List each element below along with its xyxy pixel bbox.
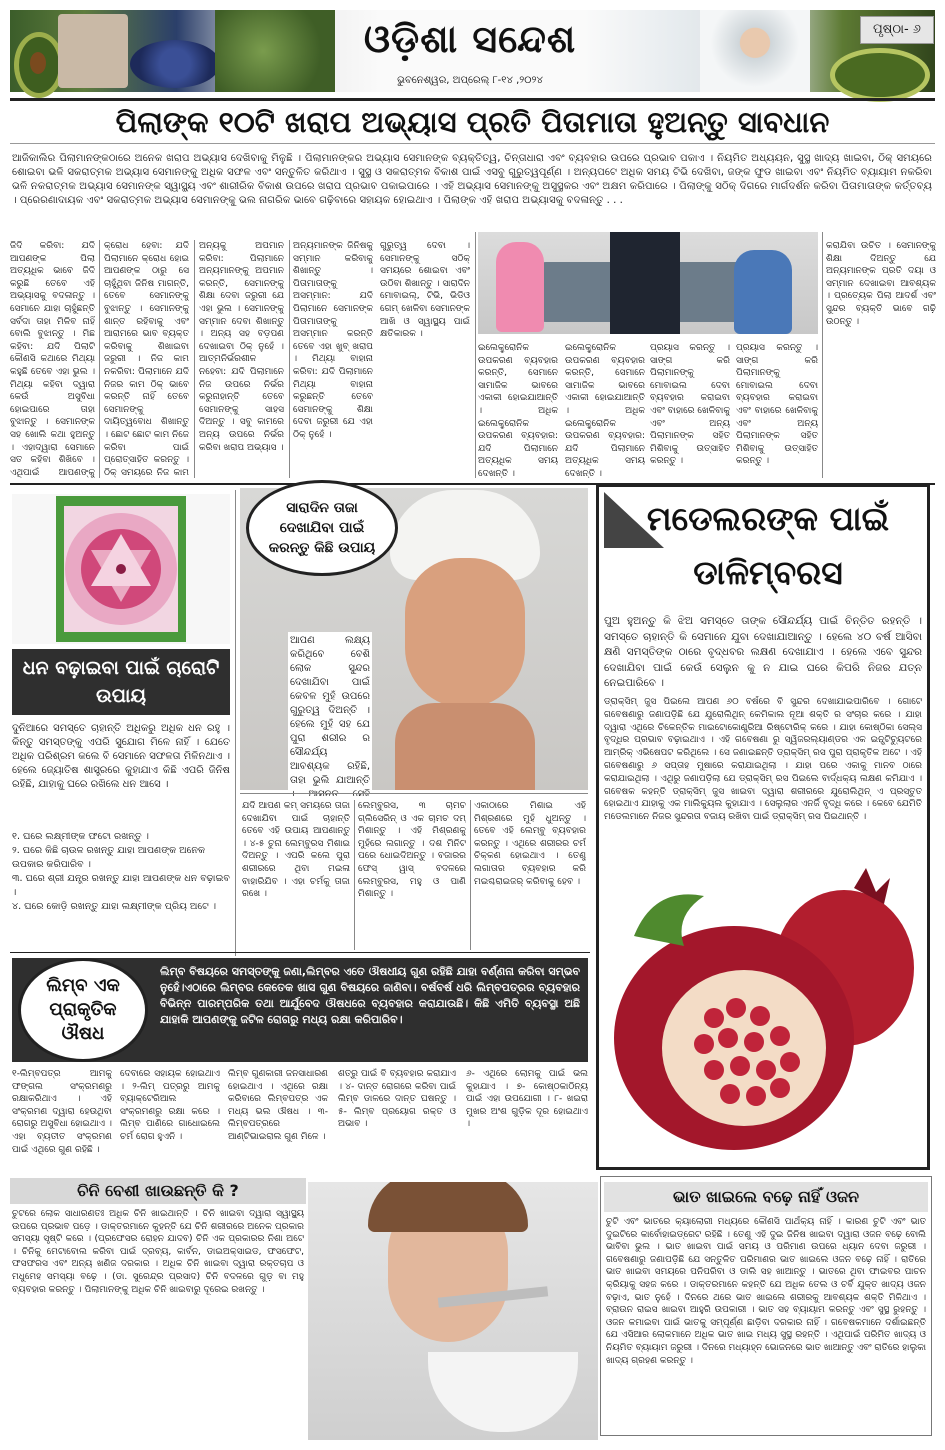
wealth-item: ୪. ଘରେ କୋଡ଼ି ରଖନ୍ତୁ ଯାହା ଲକ୍ଷ୍ମୀଙ୍କ ପ୍ରିୟ ଅଟେ । xyxy=(12,901,217,912)
skin-column-2: ଲେମ୍ବୁରସ, ୩ ଚାମଚ ଗ୍ଲିସେରିନ୍ ଓ ଏକ ଚାମଚ ଦମ୍ ମିଶାନ୍ତୁ । ଏହି ମିଶ୍ରଣକୁ ମୁହଁରେ ଲଗାନ୍ତୁ । ଦଶ ମିନିଟ ପରେ ଧୋଇଦିଅନ୍ତୁ । ବଜାରର ଫେସ୍ ୱାସ୍ ବଦଳରେ ଲେମ୍ବୁରସ, ମହୁ ଓ ପାଣି ମିଶାନ୍ତୁ । xyxy=(358,801,466,900)
column-rule xyxy=(354,800,355,950)
lead-column-2: କ୍ରୋଧ ହେବା: ଯଦି ପିଲାମାନେ କ୍ରୋଧ ହୋଇ ଆପଣଙ୍କ ଠାରୁ ସେ ଚାହୁଁଥିବା ଜିନିଷ ମାଗନ୍ତି, ତେବେ ସେମାନଙ୍କୁ ବୁଝାନ୍ତୁ । ସେମାନଙ୍କୁ ଶାନ୍ତ ରହିବାକୁ ଏବଂ ଆରାମରେ ଭାବ ବ୍ୟକ୍ତ କରିବାକୁ ଶିଖାଇବା ଜରୁରୀ । ନିଜ କାମ ନକରିବା: ପିଲାମାନେ ଯଦି ନିଜର କାମ ଠିକ୍ ଭାବେ କରନ୍ତି ନାହିଁ ତେବେ ସେମାନଙ୍କୁ ଦାୟିତ୍ୱବୋଧ ଶିଖାନ୍ତୁ । ଛୋଟ ଛୋଟ କାମ ନିଜେ କରିବା ପାଇଁ ପ୍ରୋତ୍ସାହିତ କରନ୍ତୁ । ଠିକ୍ ସମୟରେ ନିଜ କାମ xyxy=(104,241,189,478)
lead-column-3: ଅନ୍ୟକୁ ଅପମାନ କରିବା: ପିଲାମାନେ ଅନ୍ୟମାନଙ୍କୁ ଅପମାନ କରନ୍ତି, ସେମାନଙ୍କୁ ଶିକ୍ଷା ଦେବା ଜରୁରୀ ଯେ ଏହା ଭୁଲ । ସେମାନଙ୍କୁ ସମ୍ମାନ ଦେବା ଶିଖାନ୍ତୁ । ଅନ୍ୟ ସହ ବଡ଼ପଣ ଦେଖାଇବା ଠିକ୍ ନୁହେଁ । ଆତ୍ମନିର୍ଭରଶୀଳ ନହେବା: ଯଦି ପିଲାମାନେ ନିଜ ଉପରେ ନିର୍ଭର କରୁନାହାନ୍ତି ତେବେ ସେମାନଙ୍କୁ ସାହସ ଦିଅନ୍ତୁ । ସବୁ କାମରେ ଅନ୍ୟ ଉପରେ ନିର୍ଭର କରିବା ଖରାପ ଅଭ୍ୟାସ । xyxy=(199,241,284,453)
lead-intro: ଆଜିକାଲିର ପିଲାମାନଙ୍କଠାରେ ଅନେକ ଖରାପ ଅଭ୍ୟାସ ଦେଖିବାକୁ ମିଳୁଛି । ପିଲାମାନଙ୍କର ଅଭ୍ୟାସ ସେମାନଙ୍କ ବ୍ୟକ୍ତିତ୍ୱ, ଚିନ୍ତାଧାରା ଏବଂ ବ୍ୟବହାର ଉପରେ ପ୍ରଭାବ ପକାଏ । ନିୟମିତ ଅଧ୍ୟୟନ, ସୁସ୍ଥ ଖାଦ୍ୟ ଖାଇବା, ଠିକ୍ ସମୟରେ ଶୋଇବା ଭଳି ସକରାତ୍ମକ ଅଭ୍ୟାସ ସେମାନଙ୍କୁ ଅଧିକ ସଫଳ ଏବଂ ସନ୍ତୁଳିତ କରିଥାଏ । ସୁସ୍ଥ ଓ ସକରାତ୍ମକ ବିକାଶ ପାଇଁ ଏସବୁ ଗୁରୁତ୍ୱପୂର୍ଣ୍ଣ । ଅନ୍ୟପଟେ ଅଧିକ ସମୟ ଟିଭି ଦେଖିବା, ଜଙ୍କ ଫୁଡ ଖାଇବା ଏବଂ ନିୟମିତ ବ୍ୟାୟାମ ନକରିବା ଭଳି ନକରାତ୍ମକ ଅଭ୍ୟାସ ସେମାନଙ୍କ ସ୍ୱାସ୍ଥ୍ୟ ଏବଂ ଶାରୀରିକ ବିକାଶ ଉପରେ ଖରାପ ପ୍ରଭାବ ପକାଇପାରେ । ଏହି ଅଭ୍ୟାସ ସେମାନଙ୍କୁ ଅସୁସ୍ଥକର ଏବଂ ଅକ୍ଷମ କରିପାରେ । ପିଲାଙ୍କୁ ସଠିକ୍ ଦିଗରେ ମାର୍ଗଦର୍ଶନ କରିବା ପିତାମାତାଙ୍କ କର୍ତ୍ତବ୍ୟ । ପ୍ରେରଣାଦାୟକ ଏବଂ ସକରାତ୍ମକ ଅଭ୍ୟାସ ସେମାନଙ୍କୁ ଭଲ ନାଗରିକ ଭାବେ ଗଢ଼ିବାରେ ସହାୟକ ହୋଇଥାଏ । ପିଲାଙ୍କ ଏହି ଖରାପ ଅଭ୍ୟାସକୁ ବଦଳାନ୍ତୁ . . . xyxy=(12,153,932,206)
rice-headline: ଭାତ ଖାଇଲେ ବଢ଼େ ନାହିଁ ଓଜନ xyxy=(604,1182,928,1212)
pomegranate-headline: ମଡେଲରଙ୍କ ପାଇଁ ଡାଳିମ୍ବରସ xyxy=(646,499,890,592)
blueberries-image xyxy=(130,40,220,88)
pomegranate-lead: ପୁଅ ହୁଅନ୍ତୁ କି ଝିଅ ସମସ୍ତେ ତାଙ୍କ ସୌନ୍ଦର୍ଯ୍ୟ ପାଇଁ ଚିନ୍ତିତ ରହନ୍ତି । ସମସ୍ତେ ଚାହାନ୍ତି କି ସେମାନେ ଯୁବା ଦେଖାଯାଆନ୍ତୁ । ହେଲେ ୪୦ ବର୍ଷ ଆସିବା କ୍ଷଣି ସମସ୍ତିଙ୍କ ଠାରେ ବୃଦ୍ଧବର ଲକ୍ଷଣ ଦେଖାଯାଏ । ହେଲେ ଏବେ ସୁନ୍ଦର ଦେଖାଯିବା ପାଇଁ କେଉଁ ସେଲୁନ କୁ ନ ଯାଇ ଘରେ କିପରି ନିଜର ଯତ୍ନ ନେଇପାରିବେ । xyxy=(604,615,922,689)
skin-caption: ଆପଣ ଲକ୍ଷ୍ୟ କରିଥିବେ ବେଶି ଲୋକ ସୁନ୍ଦର ଦେଖାଯିବା ପାଇଁ କେବଳ ମୁହଁ ଉପରେ ଗୁରୁତ୍ୱ ଦିଅନ୍ତି । ହେଲେ ମୁହଁ ସହ ଯେ ପୁରା ଶରୀର ର ସୌନ୍ଦର୍ଯ୍ୟ ଆବଶ୍ୟକ ରହିଛି, ତାହା ଭୁଲି ଯାଆନ୍ତି xyxy=(288,632,372,796)
newspaper-title: ଓଡ଼ିଶା ସନ୍ଦେଶ xyxy=(363,16,577,61)
avocado-seed-image xyxy=(30,52,46,74)
lime-column-2: ଦେବାରେ ସହାୟକ ହୋଇଥାଏ । ୨-ଲିମ୍ ପତ୍ରରୁ ଆମକୁ ବ୍ୟାକ୍ଟେରିଆଲ ସଂକ୍ରମଣରୁ ରକ୍ଷା କରେ । ଲିମ୍ବ ପାଣିରେ ଗାଧୋଇଲେ ଚର୍ମ ରୋଗ ହୁଏନି । xyxy=(120,1069,220,1142)
woman-neck xyxy=(395,703,535,790)
lime-column-4: ଶତ୍ରୁ ପାଇଁ ବି ବ୍ୟବହାର କରାଯାଏ । ୪- ଦାନ୍ତ ରୋଗରେ କରିବା ପାଇଁ ଲିମ୍ବ ଡାଳରେ ଦାନ୍ତ ଘଷନ୍ତୁ । ୫- ଲିମ୍ବ ପ୍ରୟୋଗ ରକ୍ତ ଓ ଅଭାବ । xyxy=(338,1069,456,1130)
issue-date: ଭୁବନେଶ୍ୱର, ଅପ୍ରେଲ୍ ୮-୧୪ ,୨୦୨୪ xyxy=(397,75,543,86)
column-rule xyxy=(194,240,195,478)
wealth-list xyxy=(12,830,230,954)
skin-column-1: ଯଦି ଆପଣ କମ୍ ସମୟରେ ତାଜା ଦେଖାଯିବା ପାଇଁ ଚାହାନ୍ତି ତେବେ ଏହି ଉପାୟ ଆପଣାନ୍ତୁ । ୪-୫ ଚୁନା ଲେମ୍ବୁରସ ମିଶାଇ ଦିଅନ୍ତୁ । ଏପରି କଲେ ପୁରା ଶରୀରରେ ଥିବା ମଇଳା ବାହାରିଯିବ । ଏହା ଚର୍ମକୁ ତାଜା ରଖେ । xyxy=(242,801,350,900)
column-rule xyxy=(235,490,236,956)
column-rule xyxy=(289,240,290,478)
children-arguing-photo xyxy=(478,232,818,334)
wealth-intro: ଦୁନିଆରେ ସମସ୍ତେ ଚାହାନ୍ତି ଅଧିକରୁ ଅଧିକ ଧନ ରହୁ । କିନ୍ତୁ ସମସ୍ତଙ୍କୁ ଏପରି ସୁଯୋଗ ମିଳେ ନାହିଁ । ଯେତେ ଅଧିକ ପରିଶ୍ରମ କଲେ ବି ସେମାନେ ସଫଳତା ମିଳିନଥାଏ । ହେଲେ ଜ୍ୟୋତିଷ ଶାସ୍ତ୍ରରେ କୁହାଯାଏ କିଛି ଏପରି ଜିନିଷ ରହିଛି, ଯାହାକୁ ଘରେ ରଖିଲେ ଧନ ଆସେ । xyxy=(12,723,230,790)
lead-column-4: ଅନ୍ୟମାନଙ୍କ ଜିନିଷକୁ ସମ୍ମାନ କରିବାକୁ ଶିଖାନ୍ତୁ । ପିତାମାତାଙ୍କୁ ଅସମ୍ମାନ: ଯଦି ପିଲାମାନେ ସେମାନଙ୍କ ପିତାମାତାଙ୍କୁ ଅସମ୍ମାନ କରନ୍ତି ତେବେ ଏହା ଖୁବ୍ ଖରାପ । ମିଥ୍ୟା ବାହାନା କରିବା: ଯଦି ପିଲାମାନେ ମିଥ୍ୟା ବାହାନା କରୁଛନ୍ତି ତେବେ ସେମାନଙ୍କୁ ଶିକ୍ଷା ଦେବା ଜରୁରୀ ଯେ ଏହା ଠିକ୍ ନୁହେଁ । xyxy=(293,241,373,440)
bowl-image xyxy=(428,1352,578,1432)
rice-body: ଚୁଟି ଏବଂ ଭାତରେ କ୍ୟାଲୋରୀ ମଧ୍ୟରେ କୌଣସି ପାର୍ଥକ୍ୟ ନାହିଁ । କାରଣ ଚୁଟି ଏବଂ ଭାତ ଦୁଇଟିରେ କାର୍ବୋହାଇଡ୍ରେଟ ରହିଛି । ତେଣୁ ଏହି ଦୁଇ ଜିନିଷ ଖାଇବା ଦ୍ୱାରା ଓଜନ ବଢ଼େ ବୋଲି ଭାବିବା ଭୁଲ । ଭାତ ଖାଇବା ପାଇଁ ସମୟ ଓ ପରିମାଣ ଉପରେ ଧ୍ୟାନ ଦେବା ଜରୁରୀ । ଗବେଷଣାରୁ ଜଣାପଡ଼ିଛି ଯେ ସନ୍ତୁଳିତ ପରିମାଣର ଭାତ ଖାଇଲେ ଓଜନ ବଢ଼େ ନାହିଁ । ରାତିରେ ଭାତ ଖାଇବା ସମୟରେ ପନିପରିବା ଓ ଡାଲି ସହ ଖାଆନ୍ତୁ । ଭାତରେ ଥିବା ଫାଇବର ପାଚନ କ୍ରିୟାକୁ ସହଜ କରେ । ଡାକ୍ତରମାନେ କହନ୍ତି ଯେ ଅଧିକ ତେଲ ଓ ଚର୍ବି ଯୁକ୍ତ ଖାଦ୍ୟ ଓଜନ ବଢ଼ାଏ, ଭାତ ନୁହେଁ । ଦିନରେ ଥରେ ଭାତ ଖାଇଲେ ଶରୀରକୁ ଆବଶ୍ୟକ ଶକ୍ତି ମିଳିଥାଏ । ବ୍ରାଉନ ରାଇସ ଖାଇବା ଆହୁରି ଉପକାରୀ । ଭାତ ସହ ବ୍ୟାୟାମ କରନ୍ତୁ ଏବଂ ସୁସ୍ଥ ରୁହନ୍ତୁ । ଓଜନ କମାଇବା ପାଇଁ ଭାତକୁ ସମ୍ପୂର୍ଣ୍ଣ ଛାଡ଼ିବା ଦରକାର ନାହିଁ । ଗବେଷକମାନେ ଦର୍ଶାଇଛନ୍ତି ଯେ ଏସିଆର ଲୋକମାନେ ଅଧିକ ଭାତ ଖାଇ ମଧ୍ୟ ସୁସ୍ଥ ରହନ୍ତି । ଏଥିପାଇଁ ପରିମିତ ଖାଦ୍ୟ ଓ ନିୟମିତ ବ୍ୟାୟାମ ଜରୁରୀ । ଦିନରେ ମଧ୍ୟାହ୍ନ ଭୋଜନରେ ଭାତ ଖାଆନ୍ତୁ ଏବଂ ରାତିରେ ହାଲୁକା ଖାଦ୍ୟ ଗ୍ରହଣ କରନ୍ତୁ । xyxy=(606,1217,926,1366)
parent-figure xyxy=(610,232,680,334)
sugar-headline: ଚିନି ବେଶୀ ଖାଉଛନ୍ତି କି ? xyxy=(10,1178,306,1204)
wealth-item: ୨. ଘରେ କିଛି ଚାଉଳ ରଖନ୍ତୁ ଯାହା ଆପଣଙ୍କ ଅନେକ ଉପକାର କରିପାରିବ । xyxy=(12,845,205,870)
skin-callout-bubble: ସାରାଦିନ ତାଜା ଦେଖାଯିବା ପାଇଁ କରନ୍ତୁ କିଛି ଉପାୟ xyxy=(246,480,398,576)
sugar-body: ଚୁଟରେ ଲୋକ ସାଧାରଣତଃ ଅଧିକ ଚିନି ଖାଇଥାନ୍ତି । ଚିନି ଖାଇବା ଦ୍ୱାରା ସ୍ୱାସ୍ଥ୍ୟ ଉପରେ ପ୍ରଭାବ ପଡ଼େ । ଡାକ୍ତରମାନେ କୁହନ୍ତି ଯେ ଚିନି ଶରୀରରେ ଅନେକ ପ୍ରକାର ସମସ୍ୟା ସୃଷ୍ଟି କରେ । (ପ୍ରଫେସର ରୋହନ ଯାଦବ) ଚିନି ଏକ ପ୍ରକାରର ନିଶା ଅଟେ । ଚିନିକୁ ମେଟାବୋଲ କରିବା ପାଇଁ ଦ୍ରବ୍ୟ, କାର୍ବନ, ଡାଇଅକ୍ସାଇଡ, ଫସଫେଟ, ଫସଫରସ ଏବଂ ଅନ୍ୟ ଖଣିଜ ଦରକାର । ଅଧିକ ଚିନି ଖାଇବା ଦ୍ୱାରା ରକ୍ତଚାପ ଓ ମଧୁମେହ ସମସ୍ୟା ବଢ଼େ । (ଡା. ସୁରେନ୍ଦ୍ର ପ୍ରସାଦ) ଚିନି ବଦଳରେ ଗୁଡ଼ ବା ମହୁ ବ୍ୟବହାର କରନ୍ତୁ । ପିଲାମାନଙ୍କୁ ଅଧିକ ଚିନି ଖାଇବାରୁ ଦୂରେଇ ରଖନ୍ତୁ । xyxy=(12,1209,304,1295)
doctor-patient-photo xyxy=(58,14,128,88)
greens-image xyxy=(215,10,335,92)
lead-column-7b: ପ୍ରୟାସ କରନ୍ତୁ । ସାଙ୍ଗ କରି ପିଲାମାନଙ୍କୁ ମୋବାଇଲ ଦେବା ବ୍ୟବହାର କରାଇବା ଏବଂ ବାହାରେ ଖେଳିବାକୁ ଏବଂ ଅନ୍ୟ ପିଲାମାନଙ୍କ ସହିତ ମିଶିବାକୁ ଉତ୍ସାହିତ କରନ୍ତୁ । xyxy=(736,343,818,467)
woman-eating-photo xyxy=(308,1182,598,1440)
woman-face xyxy=(405,558,525,708)
woman-hair xyxy=(368,1182,528,1232)
lead-headline: ପିଲାଙ୍କ ୧୦ଟି ଖରାପ ଅଭ୍ୟାସ ପ୍ରତି ପିତାମାତା ହୁଅନ୍ତୁ ସାବଧାନ xyxy=(10,98,935,144)
column-rule xyxy=(99,240,100,478)
lime-headline-bubble: ଲିମ୍ବ ଏକ ପ୍ରାକୃତିକ ଔଷଧ xyxy=(18,958,148,1062)
lead-column-5: ଗୁରୁତ୍ୱ ଦେବା । ସେମାନଙ୍କୁ ସଠିକ୍ ସମୟରେ ଶୋଇବା ଏବଂ ଉଠିବା ଶିଖାନ୍ତୁ । ସାରାଦିନ ମୋବାଇଲ୍, ଟିଭି, ଭିଡିଓ ଗେମ୍ ଖେଳିବା ସେମାନଙ୍କ ଆଖି ଓ ସ୍ୱାସ୍ଥ୍ୟ ପାଇଁ କ୍ଷତିକାରକ । xyxy=(380,241,470,340)
wealth-item: ୧. ଘରେ ଲକ୍ଷ୍ମୀଙ୍କ ଫଟୋ ରଖନ୍ତୁ । xyxy=(12,831,149,842)
column-rule xyxy=(822,232,823,478)
wealth-item: ୩. ଘରେ ଶ୍ରୀ ଯନ୍ତ୍ର ରଖନ୍ତୁ ଯାହା ଆପଣଙ୍କ ଧନ ବଢ଼ାଇବ । xyxy=(12,873,230,898)
lime-column-5: ୬- ଏଥିରେ ଲୋମକୁ ପାଇଁ ଭଲ କୁହାଯାଏ । ୭- କୋଷ୍ଠକାଠିନ୍ୟ ପାଇଁ ଏହା ଉପଯୋଗୀ । ୮- ଖଇରା ମୁଖର ଅଂଶ ଗୁଡ଼ିକ ଦୂର ହୋଇଥାଏ । xyxy=(466,1069,588,1130)
lead-column-1: ଜିଦି କରିବା: ଯଦି ଆପଣଙ୍କ ପିଲା ଅତ୍ୟଧିକ ଭାବେ ଜିଦି କରୁଛି ତେବେ ଏହି ଅଭ୍ୟାସକୁ ବଦଳାନ୍ତୁ । ସେମାନେ ଯାହା ଚାହୁଁଛନ୍ତି ସର୍ବଦା ତାହା ମିଳିବ ନାହିଁ ବୋଲି ବୁଝାନ୍ତୁ । ମିଛ କହିବା: ଯଦି ପିଲାଟି କୌଣସି କଥାରେ ମିଥ୍ୟା କହୁଛି ତେବେ ଏହା ଭୁଲ । ମିଥ୍ୟା କହିବା ଦ୍ୱାରା କେଉଁ ଅସୁବିଧା ହୋଇପାରେ ତାହା ବୁଝାନ୍ତୁ । ସେମାନଙ୍କ ସହ ଖୋଲି କଥା ହୁଅନ୍ତୁ । ଏହାଦ୍ୱାରା ସେମାନେ ସତ କହିବା ଶିଖିବେ । ଏଥିପାଇଁ ଆପଣଙ୍କୁ xyxy=(10,241,95,478)
avocado-half-image xyxy=(830,48,930,102)
lead-column-6b: ଇଲେକ୍ଟ୍ରୋନିକ ଉପକରଣ ବ୍ୟବହାର କରନ୍ତି, ସେମାନେ ସାମାଜିକ ଭାବରେ ଏକାକୀ ହୋଇଯାଆନ୍ତି । ଅଧିକ ଇଲେକ୍ଟ୍ରୋନିକ ଉପକରଣ ବ୍ୟବହାର: ଯଦି ପିଲାମାନେ ଅତ୍ୟଧିକ ସମୟ ଦେଖନ୍ତି । xyxy=(565,343,645,478)
lime-column-3: ଲିମ୍ବ ଗୁଣକାରୀ ଜନସାଧାରଣ ହୋଇଥାଏ । ଏଥିରେ ରକ୍ଷା କରିବାରେ ଲିମ୍ବପତ୍ର ଏକ ମଧ୍ୟ ଭଲ ଔଷଧ । ୩- ଲିମ୍ବପତ୍ରରେ ଆଣ୍ଟିଭାଇରାଲ ଗୁଣ ମିଳେ । xyxy=(228,1069,328,1142)
shri-yantra-image xyxy=(12,494,230,644)
girl-figure xyxy=(496,242,544,332)
section-divider xyxy=(240,793,588,794)
lime-column-1: ୧-ଲିମ୍ବପତ୍ର ଆମକୁ ଫଙ୍ଗଲ ସଂକ୍ରମଣରୁ ରକ୍ଷାକରିଥାଏ । ଏହି ସଂକ୍ରମଣ ଦ୍ୱାରା ହେଉଥିବା ରୋଗରୁ ଅସୁବିଧା ହୋଇଥାଏ । ଏହା ବ୍ୟତୀତ ସଂକ୍ରମଣ ପାଇଁ ଏଥିରେ ଗୁଣ ରହିଛି । xyxy=(12,1069,112,1155)
page-number: ପୃଷ୍ଠା- ୬ xyxy=(860,16,934,44)
doctor-portrait-photo xyxy=(700,10,810,92)
pomegranate-body: ଡ୍ରାକ୍ସିମ୍ ଜୁସ ପିଇଲେ ଆପଣ ୬୦ ବର୍ଷରେ ବି ସୁନ୍ଦର ଦେଖାଯାଇପାରିବେ । ଗୋଟେ ଗବେଷଣାରୁ ଜଣାପଡ଼ିଛି ଯେ ଯୁରୋଲିଥିନ୍ କେମିକାଲ ନୂଆ ଶକ୍ତି ର ସଂଚାର କରେ । ଯାହା ଦ୍ୱାରା ଏଥିରେ ଚିକେନ୍ତିକ ମାଇଟୋକୋଣ୍ଡ୍ରିଆ ରିଷ୍ଟୋରିକ୍ କରେ । ଯାହା କୋଷ୍ଠିକା ସେଲ୍ସ ବୃଦ୍ଧିର ପ୍ରଭାବ ବଢ଼ାଇଥାଏ । ଏହି ଗବେଷଣା ରୁ ସ୍ୱିଜରଲ୍ୟାଣ୍ଡର ଏକ ଇନ୍ସ୍ଟିଚ୍ୟୁଟରେ ଆମ୍ରିକ୍ ଏଭିଷେପଟ କରିଥିଲେ । ସେ ଜଣାଇଛନ୍ତି ଡ୍ରାକ୍ସିମ୍ ରସ ପୁରା ପ୍ରାକୃତିକ ଅଟେ । ଏହି ଗବେଷଣାରୁ ୬ ସପ୍ତାହ ମୁଷାରେ କରାଯାଇଥିଲା । ଯାହା ପରେ ଏକାକୁ ମାନବ ଠାରେ କରାଯାଇଥିଲା । ଏଥିରୁ ଜଣାପଡ଼ିଲା ଯେ ଡ୍ରାକ୍ସିମ୍ ରସ ପିଇଲେ ବାର୍ଦ୍ଧକ୍ୟ ଲକ୍ଷଣ କମିଯାଏ । ଗବେଷକ କହନ୍ତି ଡ୍ରାକ୍ସିମ୍ ଜୁସ ଖାଇବା ଦ୍ୱାରା ଶରୀରରେ ଯୁରୋଲିଥିନ୍ ଏ ପ୍ରସ୍ତୁତ ହୋଇଥାଏ ଯାହାକୁ ଏକ ମାଲିକ୍ୟୁଲ କୁହାଯାଏ । ସେଲୁଲାର ଏନର୍ଜି ବୃଦ୍ଧି କରେ । କେବେ ଯେମିତି ମଡେଲମାନେ ନିଜର ସୁନ୍ଦରତା ବଜାୟ ରଖିବା ପାଇଁ ଡ୍ରାକ୍ସିମ୍ ରସ ପିଇଥାନ୍ତି । xyxy=(604,697,922,823)
column-rule xyxy=(470,800,471,950)
wealth-headline: ଧନ ବଢ଼ାଇବା ପାଇଁ ଚାରୋଟି ଉପାୟ xyxy=(12,649,230,715)
column-rule xyxy=(475,232,476,478)
section-divider xyxy=(10,952,590,953)
skin-column-3: ଏକାଠାରେ ମିଶାଇ ଏହି ମିଶ୍ରଣରେ ମୁହଁ ଧୁଅନ୍ତୁ । ତେବେ ଏହି ଲେମ୍ବୁ ବ୍ୟବହାର କରନ୍ତୁ । ଏଥିରେ ଶରୀରର ଚର୍ମ ଚିକ୍କଣ ହୋଇଥାଏ । ତେଣୁ ଲଗାତାର ବ୍ୟବହାର କରି ମଇଶ୍ଚରାଇଜର୍ କରିବାକୁ ହେବ । xyxy=(474,801,586,887)
lead-column-8: କରାଯିବା ଉଚିତ । ସେମାନଙ୍କୁ ଶିକ୍ଷା ଦିଅନ୍ତୁ ଯେ ଅନ୍ୟମାନଙ୍କ ପ୍ରତି ଦୟା ଓ ସମ୍ମାନ ଦେଖାଇବା ଆବଶ୍ୟକ । ପ୍ରତ୍ୟେକ ପିଲା ଆଦର୍ଶ ଏବଂ ସୁନ୍ଦର ବ୍ୟକ୍ତି ଭାବେ ଗଢ଼ି ଉଠନ୍ତୁ । xyxy=(826,241,936,327)
lime-lead: ଲିମ୍ବ ବିଷୟରେ ସମସ୍ତଙ୍କୁ ଜଣା,ଲିମ୍ବର ଏତେ ଔଷଧୀୟ ଗୁଣ ରହିଛି ଯାହା ବର୍ଣ୍ଣନା କରିବା ସମ୍ଭବ ନୁହେଁ।ଏଠାରେ ଲିମ୍ବର କେତେକ ଖାସ ଗୁଣ ବିଷୟରେ ଜାଣିବା। ବର୍ଷବର୍ଷ ଧରି ଲିମ୍ବପତ୍ରର ବ୍ୟବହାର ବିଭିନ୍ନ ପାରମ୍ପରିକ ତଥା ଆର୍ଯୁବେଦ ଔଷଧରେ ବ୍ୟବହାର କରାଯାଉଛି। କିଛି ଏମିତି ବ୍ୟବସ୍ଥା ଅଛି ଯାହାକି ଆପଣଙ୍କୁ ଜଟିଳ ରୋଗରୁ ମଧ୍ୟ ରକ୍ଷା କରିପାରିବ। xyxy=(160,965,580,1026)
lead-column-7: ପ୍ରୟାସ କରନ୍ତୁ । ସାଙ୍ଗ କରି ପିଲାମାନଙ୍କୁ ମୋବାଇଲ ଦେବା ବ୍ୟବହାର କରାଇବା ଏବଂ ବାହାରେ ଖେଳିବାକୁ ଏବଂ ଅନ୍ୟ ପିଲାମାନଙ୍କ ସହିତ ମିଶିବାକୁ ଉତ୍ସାହିତ କରନ୍ତୁ । xyxy=(650,343,730,467)
lead-column-6: ଇଲେକ୍ଟ୍ରୋନିକ ଉପକରଣ ବ୍ୟବହାର କରନ୍ତି, ସେମାନେ ସାମାଜିକ ଭାବରେ ଏକାକୀ ହୋଇଯାଆନ୍ତି । ଅଧିକ ଇଲେକ୍ଟ୍ରୋନିକ ଉପକରଣ ବ୍ୟବହାର: ଯଦି ପିଲାମାନେ ଅତ୍ୟଧିକ ସମୟ ଦେଖନ୍ତି । xyxy=(478,343,558,478)
boy-figure xyxy=(734,250,792,334)
pomegranate-image xyxy=(604,848,922,1164)
